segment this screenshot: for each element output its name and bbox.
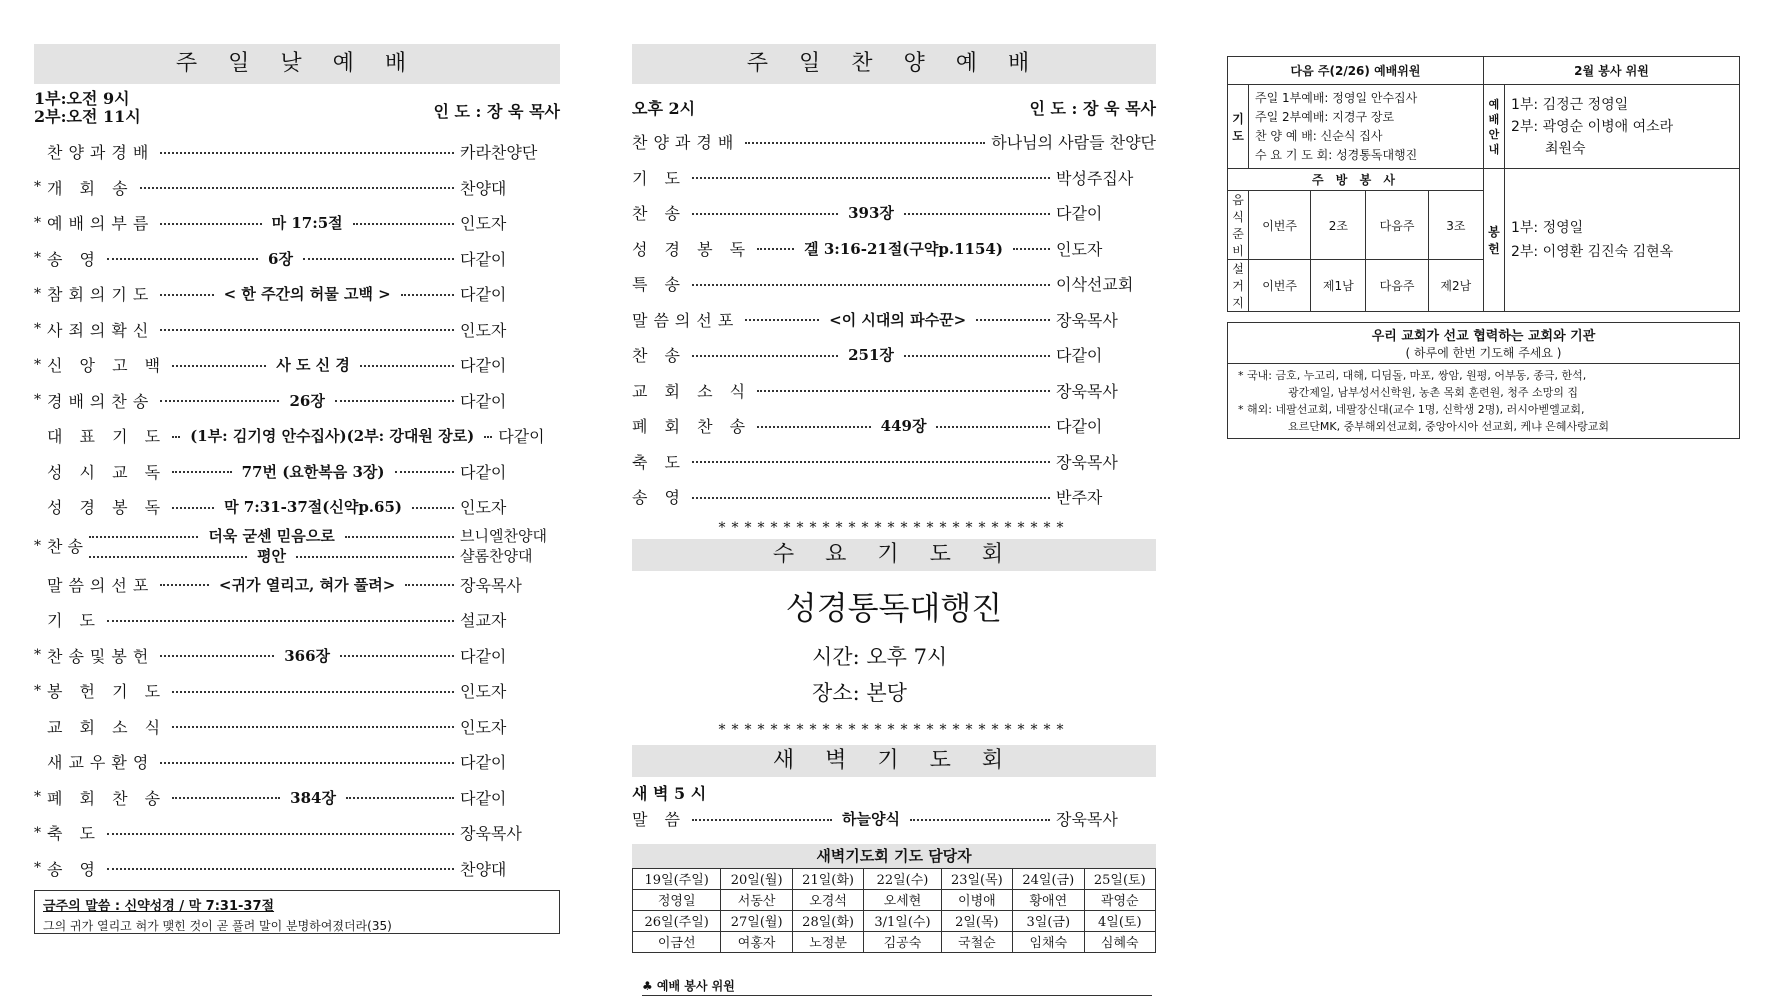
praise-service-title: 주 일 찬 양 예 배 xyxy=(632,44,1156,84)
item-detail: 마 17:5절 xyxy=(271,214,343,233)
item-label: 예배의부름 xyxy=(47,214,155,234)
dawn-date-cell: 26일(주일) xyxy=(633,910,721,931)
service-item-row xyxy=(34,205,560,241)
service-item-row xyxy=(632,373,1156,409)
kitchen-cell: 2조 xyxy=(1311,191,1366,260)
service-item-row xyxy=(34,602,560,638)
leader-dots xyxy=(692,461,1050,463)
dawn-name-cell: 이병애 xyxy=(941,889,1012,910)
item-detail: 393장 xyxy=(848,204,894,223)
service-item-row xyxy=(34,744,560,780)
praise-service-header xyxy=(632,88,1156,124)
service-item-row xyxy=(632,231,1156,267)
service-item-row xyxy=(34,312,560,348)
leader-dots xyxy=(757,426,871,428)
order-of-service-cont xyxy=(34,567,560,887)
leader-dots xyxy=(160,329,454,331)
item-label: 찬양과경배 xyxy=(632,133,740,153)
dawn-name-cell: 국철순 xyxy=(941,931,1012,952)
choir-hymn-2: 평안 xyxy=(257,546,286,565)
second-service-time: 2부:오전 11시 xyxy=(34,107,141,126)
standing-mark: * xyxy=(34,214,41,231)
leader-dots xyxy=(172,365,266,367)
leader-dots xyxy=(346,797,454,799)
item-person: 박성주집사 xyxy=(1056,168,1134,188)
item-label: 말씀의선포 xyxy=(632,310,740,330)
mission-box xyxy=(1227,322,1740,439)
service-item-row xyxy=(34,276,560,312)
service-item-row xyxy=(34,709,560,745)
service-item-row xyxy=(34,489,560,525)
dawn-name-cell: 여홍자 xyxy=(721,931,792,952)
item-label: 송 영 xyxy=(47,859,101,879)
item-person: 다같이 xyxy=(460,249,507,269)
mission-line: * 국내: 금호, 누고리, 대해, 디딤돌, 마포, 쌍암, 원평, 어부동, 종극, 한석, xyxy=(1238,369,1587,382)
leader-dots xyxy=(692,355,838,357)
prayer-line: 주일 2부예배: 지경구 장로 xyxy=(1255,109,1395,124)
leader-dots xyxy=(936,426,1050,428)
item-person: 장욱목사 xyxy=(1056,452,1118,472)
mission-line: * 해외: 네팔선교회, 네팔장신대(교수 1명, 신학생 2명), 러시아벧엘교회, xyxy=(1238,403,1585,416)
item-detail: (1부: 김기영 안수집사)(2부: 강대원 장로) xyxy=(190,427,475,446)
item-label: 교 회 소 식 xyxy=(47,717,167,737)
leader-dots xyxy=(904,213,1050,215)
offering-line: 2부: 이영환 김진숙 김현옥 xyxy=(1510,244,1674,260)
first-service-time: 1부:오전 9시 xyxy=(34,89,130,108)
leader-dots xyxy=(745,319,819,321)
dawn-date-cell: 28일(화) xyxy=(792,910,863,931)
leader-dots xyxy=(172,507,214,509)
wednesday-place: 장소: 본당 xyxy=(812,680,907,705)
item-detail: 6장 xyxy=(268,249,293,268)
item-detail: 26장 xyxy=(289,391,325,410)
praise-service-time: 오후 2시 xyxy=(632,99,696,118)
standing-mark: * xyxy=(34,537,41,554)
kitchen-cell: 설거지 xyxy=(1228,260,1249,312)
leader-dots xyxy=(160,294,213,296)
item-label: 새교우환영 xyxy=(47,753,155,773)
item-person: 인도자 xyxy=(1056,239,1103,259)
leader-dots xyxy=(692,213,838,215)
item-label: 폐 회 찬 송 xyxy=(47,788,167,808)
dawn-date-cell: 24일(금) xyxy=(1013,868,1084,889)
service-item-row xyxy=(34,851,560,887)
item-detail: 막 7:31-37절(신약p.65) xyxy=(224,498,403,517)
dawn-name-cell: 오경석 xyxy=(792,889,863,910)
service-item-row xyxy=(34,567,560,603)
item-detail: 겔 3:16-21절(구약p.1154) xyxy=(804,239,1003,258)
february-title: 2월 봉사 위원 xyxy=(1483,57,1739,85)
standing-mark: * xyxy=(34,682,41,699)
item-person: 다같이 xyxy=(1056,346,1103,366)
leader-dots xyxy=(303,258,454,260)
service-item-row xyxy=(632,337,1156,373)
item-label: 신 앙 고 백 xyxy=(47,356,167,376)
item-detail: 366장 xyxy=(284,646,331,665)
item-person: 다같이 xyxy=(460,391,507,411)
standing-mark: * xyxy=(34,321,41,338)
praise-service-leader: 인 도 : 장 욱 목사 xyxy=(1029,99,1156,118)
kitchen-title: 주 방 봉 사 xyxy=(1228,169,1484,191)
item-person: 인도자 xyxy=(460,498,507,518)
item-person: 다같이 xyxy=(1056,204,1103,224)
dawn-name-cell: 노정분 xyxy=(792,931,863,952)
item-label: 참회의기도 xyxy=(47,285,155,305)
item-label: 봉 헌 기 도 xyxy=(47,682,167,702)
dawn-date-cell: 22일(수) xyxy=(864,868,941,889)
prayer-line: 수 요 기 도 회: 성경통독대행진 xyxy=(1255,147,1418,162)
usher-line: 2부: 곽영순 이병애 여소라 xyxy=(1510,118,1674,135)
item-detail: 384장 xyxy=(290,788,336,807)
item-person: 장욱목사 xyxy=(1056,381,1118,401)
standing-mark: * xyxy=(34,285,41,302)
item-detail: <이 시대의 파수꾼> xyxy=(829,310,967,329)
weekly-verse-title: 금주의 말씀 : 신약성경 / 막 7:31-37절 xyxy=(43,899,275,914)
usher-line: 최원숙 xyxy=(1544,140,1586,157)
item-person: 다같이 xyxy=(1056,417,1103,437)
volunteers-table xyxy=(1227,56,1740,312)
next-week-title: 다음 주(2/26) 예배위원 xyxy=(1228,57,1484,85)
item-person: 찬양대 xyxy=(460,859,507,879)
service-item-row xyxy=(34,638,560,674)
item-label: 찬 송 xyxy=(632,346,686,366)
item-person: 장욱목사 xyxy=(460,575,522,595)
item-person: 반주자 xyxy=(1056,488,1103,508)
wednesday-main-event: 성경통독대행진 xyxy=(785,588,1003,627)
standing-mark: * xyxy=(34,392,41,409)
standing-mark: * xyxy=(34,824,41,841)
leader-dots xyxy=(360,365,454,367)
item-label: 성 경 봉 독 xyxy=(47,498,167,518)
dawn-prayer-time: 새 벽 5 시 xyxy=(632,783,707,803)
item-person: 다같이 xyxy=(460,462,507,482)
dawn-name-cell: 황애연 xyxy=(1013,889,1084,910)
choir-name-2: 샬롬찬양대 xyxy=(460,546,533,565)
mission-subtitle: ( 하루에 한번 기도해 주세요 ) xyxy=(1228,344,1739,364)
item-label: 찬양과경배 xyxy=(47,143,155,163)
dawn-name-cell: 심혜숙 xyxy=(1084,931,1155,952)
item-label: 폐 회 찬 송 xyxy=(632,417,752,437)
kitchen-cell: 3조 xyxy=(1428,191,1483,260)
mission-title: 우리 교회가 선교 협력하는 교회와 기관 xyxy=(1371,329,1596,344)
dawn-name-cell: 김공숙 xyxy=(864,931,941,952)
offering-label: 봉헌 xyxy=(1483,169,1504,312)
item-label: 특 송 xyxy=(632,275,686,295)
leader-dots xyxy=(904,355,1050,357)
item-label: 교 회 소 식 xyxy=(632,381,752,401)
service-item-row xyxy=(34,815,560,851)
leader-dots xyxy=(1013,248,1050,250)
wednesday-prayer-title: 수 요 기 도 회 xyxy=(632,539,1156,571)
sunday-service-title: 주 일 낮 예 배 xyxy=(34,44,560,84)
leader-dots xyxy=(160,762,454,764)
service-item-row xyxy=(34,134,560,170)
item-person: 인도자 xyxy=(460,717,507,737)
leader-dots xyxy=(353,223,454,225)
dawn-name-cell: 이금선 xyxy=(633,931,721,952)
item-person: 찬양대 xyxy=(460,178,507,198)
leader-dots xyxy=(340,655,454,657)
service-item-row xyxy=(632,160,1156,196)
leader-dots xyxy=(160,584,209,586)
weekly-verse-box xyxy=(34,890,560,934)
leader-dots xyxy=(401,294,454,296)
item-detail: < 한 주간의 허물 고백 > xyxy=(223,285,391,304)
item-label: 경배의찬송 xyxy=(47,391,155,411)
service-item-row xyxy=(34,347,560,383)
leader-dots xyxy=(107,258,258,260)
dawn-date-cell: 4일(토) xyxy=(1084,910,1155,931)
weekly-verse-text: 그의 귀가 열리고 혀가 맺힌 것이 곧 풀려 말이 분명하여졌더라(35) xyxy=(43,919,392,933)
leader-dots xyxy=(395,471,455,473)
item-person: 설교자 xyxy=(460,611,507,631)
dawn-name-cell: 임채숙 xyxy=(1013,931,1084,952)
leader-dots xyxy=(757,248,794,250)
service-item-row xyxy=(632,408,1156,444)
wednesday-time: 시간: 오후 7시 xyxy=(812,644,948,669)
item-label: 찬 송 xyxy=(632,204,686,224)
item-label: 사죄의확신 xyxy=(47,320,155,340)
item-label: 말씀의선포 xyxy=(47,575,155,595)
mission-line: 요르단MK, 중부해외선교회, 중앙아시아 선교회, 케냐 은혜사랑교회 xyxy=(1288,420,1609,433)
dawn-date-cell: 20일(월) xyxy=(721,868,792,889)
service-item-row xyxy=(34,383,560,419)
leader-dots xyxy=(692,284,1050,286)
leader-dots xyxy=(757,390,1050,392)
dawn-name-cell: 곽영순 xyxy=(1084,889,1155,910)
item-person: 장욱목사 xyxy=(1056,810,1118,829)
dawn-name-cell: 오세현 xyxy=(864,889,941,910)
dawn-name-cell: 정영일 xyxy=(633,889,721,910)
standing-mark: * xyxy=(34,860,41,877)
service-item-row xyxy=(34,170,560,206)
item-person: 인도자 xyxy=(460,682,507,702)
sunday-service-column xyxy=(34,0,560,934)
service-item-row xyxy=(632,302,1156,338)
service-volunteers-footer: ♣ 예배 봉사 위원 xyxy=(642,977,1152,996)
leader-dots xyxy=(172,797,280,799)
service-item-row xyxy=(632,195,1156,231)
leader-dots xyxy=(745,142,985,144)
dawn-date-cell: 19일(주일) xyxy=(633,868,721,889)
item-person: 장욱목사 xyxy=(460,824,522,844)
item-person: 다같이 xyxy=(460,285,507,305)
service-item-row xyxy=(632,444,1156,480)
usher-line: 1부: 김정근 정영일 xyxy=(1510,96,1629,113)
item-person: 인도자 xyxy=(460,320,507,340)
item-detail: <귀가 열리고, 혀가 풀려> xyxy=(218,575,396,594)
item-person: 다같이 xyxy=(460,356,507,376)
leader-dots xyxy=(160,400,279,402)
item-person: 하나님의 사람들 찬양단 xyxy=(991,133,1156,153)
service-item-row xyxy=(632,266,1156,302)
prayer-line: 주일 1부예배: 정영일 안수집사 xyxy=(1255,90,1418,105)
standing-mark: * xyxy=(34,789,41,806)
mission-line: 광간제일, 남부성서신학원, 농촌 목회 훈련원, 청주 소망의 집 xyxy=(1288,386,1578,399)
leader-dots xyxy=(692,177,1050,179)
prayer-line: 찬 양 예 배: 신순식 집사 xyxy=(1255,128,1383,143)
leader-dots xyxy=(160,223,261,225)
choir-hymn-1: 더욱 굳센 믿음으로 xyxy=(208,526,335,545)
leader-dots xyxy=(172,726,454,728)
kitchen-cell: 이번주 xyxy=(1249,260,1311,312)
leader-dots xyxy=(976,319,1050,321)
kitchen-cell: 제1남 xyxy=(1311,260,1366,312)
item-person: 다같이 xyxy=(498,427,545,447)
kitchen-cell: 다음주 xyxy=(1366,260,1428,312)
leader-dots xyxy=(405,584,454,586)
dawn-prayer-table xyxy=(632,868,1156,953)
standing-mark: * xyxy=(34,356,41,373)
service-item-row xyxy=(34,418,560,454)
leader-dots xyxy=(172,691,454,693)
leader-dots xyxy=(140,187,454,189)
item-detail: 251장 xyxy=(848,346,894,365)
kitchen-cell: 음식준비 xyxy=(1228,191,1249,260)
item-person: 다같이 xyxy=(460,753,507,773)
item-label: 개 회 송 xyxy=(47,178,134,198)
item-label: 기 도 xyxy=(47,611,101,631)
choir-name-1: 브니엘찬양대 xyxy=(460,526,547,545)
leader-dots xyxy=(172,471,232,473)
item-label: 대 표 기 도 xyxy=(47,427,167,447)
leader-dots xyxy=(692,497,1050,499)
dawn-table-title: 새벽기도회 기도 담당자 xyxy=(632,844,1156,868)
praise-order xyxy=(632,124,1156,515)
kitchen-cell: 이번주 xyxy=(1249,191,1311,260)
dawn-date-cell: 23일(목) xyxy=(941,868,1012,889)
item-person: 카라찬양단 xyxy=(460,143,538,163)
service-item-row xyxy=(632,124,1156,160)
service-item-row xyxy=(34,780,560,816)
dawn-date-cell: 3/1일(수) xyxy=(864,910,941,931)
leader-dots xyxy=(160,152,454,154)
service-item-row xyxy=(632,479,1156,515)
dawn-date-cell: 2일(목) xyxy=(941,910,1012,931)
item-label: 축 도 xyxy=(47,824,101,844)
leader-dots xyxy=(160,655,274,657)
item-label: 찬 송 xyxy=(47,537,83,556)
leader-dots xyxy=(107,868,454,870)
item-person: 이삭선교회 xyxy=(1056,275,1134,295)
offering-line: 1부: 정영일 xyxy=(1510,220,1584,236)
item-label: 찬송및봉헌 xyxy=(47,646,155,666)
item-label: 송 영 xyxy=(47,249,101,269)
leader-dots xyxy=(107,620,454,622)
item-label: 축 도 xyxy=(632,452,686,472)
volunteers-column xyxy=(1227,0,1740,439)
divider-stars-2: *************************** xyxy=(718,721,1070,738)
dawn-date-cell: 3일(금) xyxy=(1013,910,1084,931)
service-item-row xyxy=(34,454,560,490)
item-person: 다같이 xyxy=(460,646,507,666)
prayer-label: 기도 xyxy=(1228,85,1249,169)
leader-dots xyxy=(484,436,492,438)
item-person: 장욱목사 xyxy=(1056,310,1118,330)
item-label: 송 영 xyxy=(632,488,686,508)
item-label: 성 시 교 독 xyxy=(47,462,167,482)
dawn-date-cell: 25일(토) xyxy=(1084,868,1155,889)
kitchen-cell: 다음주 xyxy=(1366,191,1428,260)
standing-mark: * xyxy=(34,179,41,196)
service-item-row xyxy=(34,673,560,709)
divider-stars: *************************** xyxy=(718,519,1070,536)
item-person: 인도자 xyxy=(460,214,507,234)
item-label: 기 도 xyxy=(632,168,686,188)
standing-mark: * xyxy=(34,647,41,664)
leader-dots xyxy=(107,833,454,835)
dawn-name-cell: 서동산 xyxy=(721,889,792,910)
service-leader: 인 도 : 장 욱 목사 xyxy=(433,102,560,121)
leader-dots xyxy=(172,436,180,438)
dawn-sermon-row xyxy=(632,804,1156,834)
dawn-prayer-title: 새 벽 기 도 회 xyxy=(632,745,1156,777)
service-times xyxy=(34,90,560,134)
item-detail: 사 도 신 경 xyxy=(276,356,350,375)
item-label: 말 씀 xyxy=(632,810,686,829)
usher-label: 예배안내 xyxy=(1483,85,1504,169)
item-detail: 77번 (요한복음 3장) xyxy=(241,462,385,481)
standing-mark: * xyxy=(34,250,41,267)
kitchen-cell: 제2남 xyxy=(1428,260,1483,312)
leader-dots xyxy=(412,507,454,509)
choir-hymns-row xyxy=(34,525,560,567)
item-detail: 하늘양식 xyxy=(842,810,900,828)
dawn-date-cell: 27일(월) xyxy=(721,910,792,931)
service-item-row xyxy=(34,241,560,277)
item-person: 다같이 xyxy=(460,788,507,808)
order-of-service xyxy=(34,134,560,525)
leader-dots xyxy=(335,400,454,402)
dawn-date-cell: 21일(화) xyxy=(792,868,863,889)
praise-service-column xyxy=(632,0,1156,996)
item-detail: 449장 xyxy=(880,417,927,436)
item-label: 성 경 봉 독 xyxy=(632,239,752,259)
